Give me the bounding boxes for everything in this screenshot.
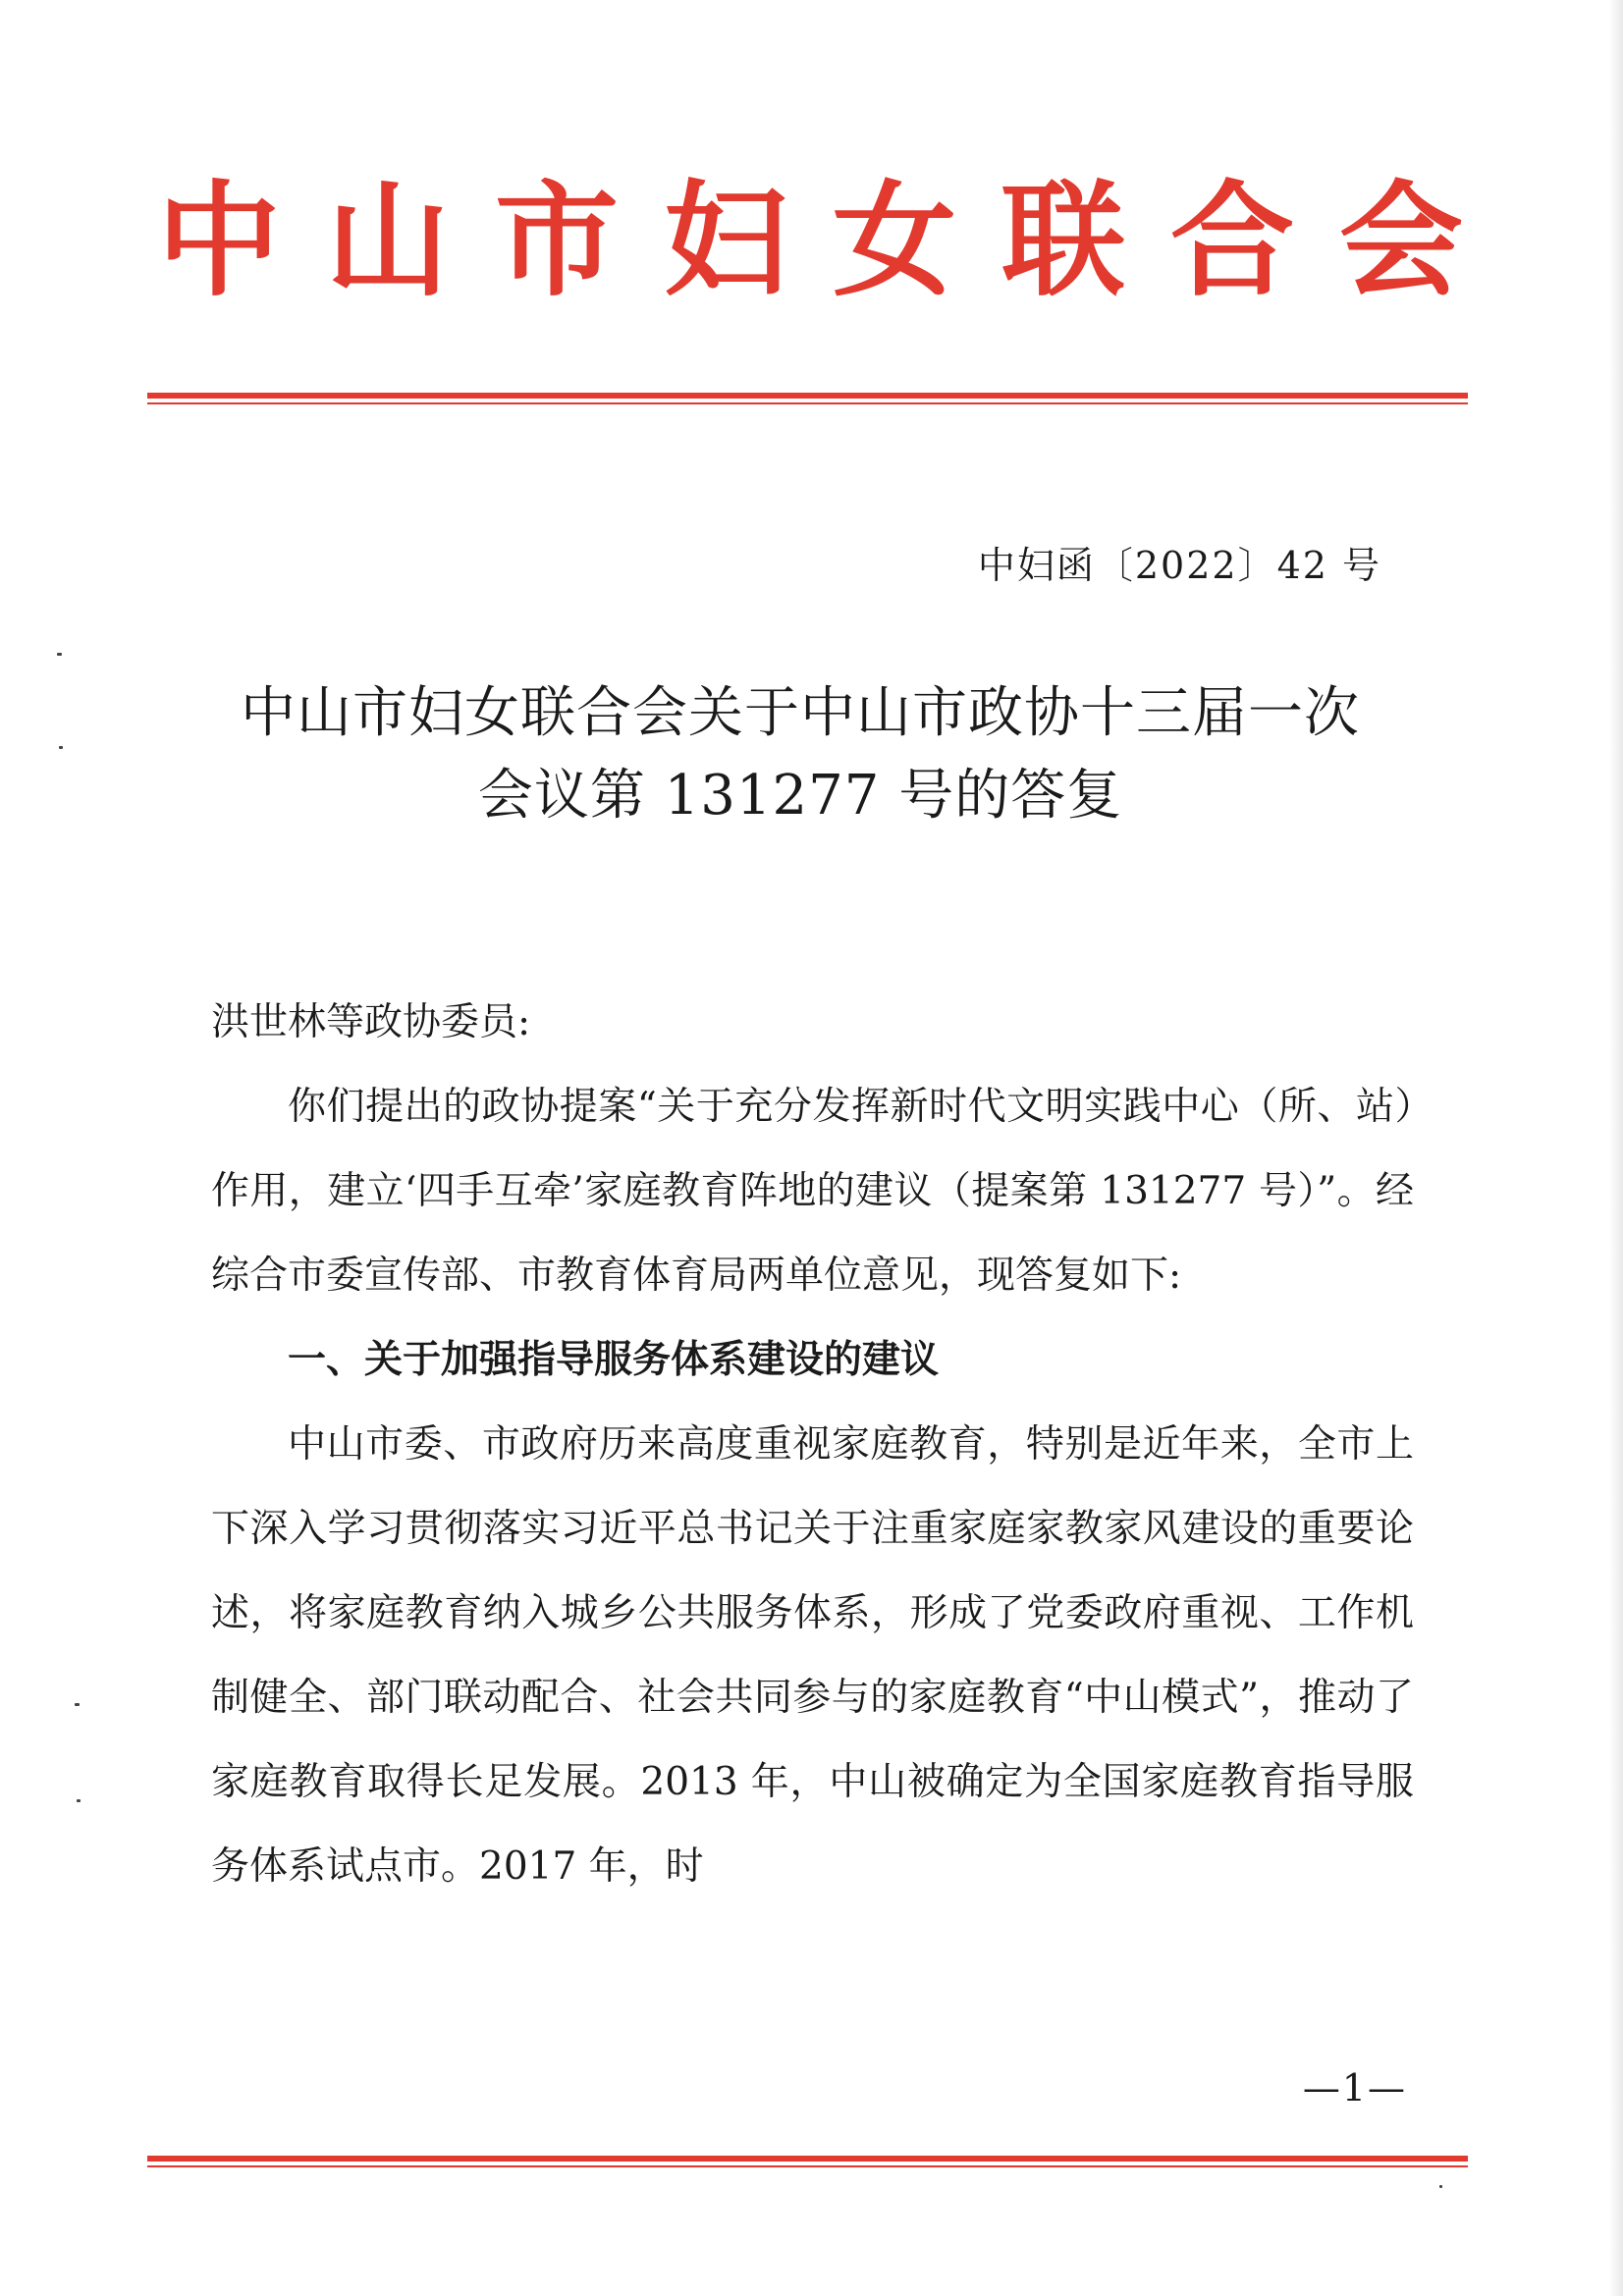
scan-speck <box>1439 2185 1442 2188</box>
document-number: 中妇函〔2022〕42 号 <box>977 544 1381 587</box>
document-body <box>211 1065 1414 1909</box>
scan-speck <box>57 653 62 656</box>
masthead-red-divider <box>147 393 1468 399</box>
masthead-char: 山 <box>326 168 450 313</box>
document-title <box>147 672 1453 837</box>
masthead-char: 女 <box>833 168 956 313</box>
masthead-char: 联 <box>1001 168 1125 313</box>
document-title-line: 中山市妇女联合会关于中山市政协十三届一次 <box>241 681 1360 745</box>
document-title-line: 会议第 131277 号的答复 <box>477 764 1123 828</box>
footer-red-divider <box>147 2156 1468 2162</box>
section-heading: 一、关于加强指导服务体系建设的建议 <box>288 1338 940 1382</box>
masthead-char: 中 <box>157 168 281 313</box>
masthead-title <box>157 167 1463 314</box>
page-edge-shadow <box>1609 0 1623 2296</box>
masthead-char: 合 <box>1170 168 1294 313</box>
masthead-char: 妇 <box>664 168 787 313</box>
scan-speck <box>77 1799 81 1802</box>
section-paragraph: 中山市委、市政府历来高度重视家庭教育，特别是近年来，全市上下深入学习贯彻落实习近平总书记关于注重家庭家教家风建设的重要论述，将家庭教育纳入城乡公共服务体系，形成了党委政府重视、工作机制健全、部门联动配合、社会共同参与的家庭教育“中山模式”，推动了家庭教育取得长足发展。2013 年，中山被确定为全国家庭教育指导服务体系试点市。2017 年，时 <box>211 1422 1414 1889</box>
intro-paragraph: 你们提出的政协提案“关于充分发挥新时代文明实践中心（所、站）作用，建立‘四手互牵’家庭教育阵地的建议（提案第 131277 号）”。经综合市委宣传部、市教育体育局两单位意见，现答复如下: <box>211 1085 1414 1298</box>
scan-speck <box>75 1703 80 1706</box>
masthead-char: 会 <box>1339 168 1463 313</box>
salutation: 洪世林等政协委员: <box>211 1000 531 1044</box>
masthead-char: 市 <box>495 168 619 313</box>
page-number: —1— <box>1302 2066 1407 2109</box>
scan-speck <box>59 746 63 749</box>
